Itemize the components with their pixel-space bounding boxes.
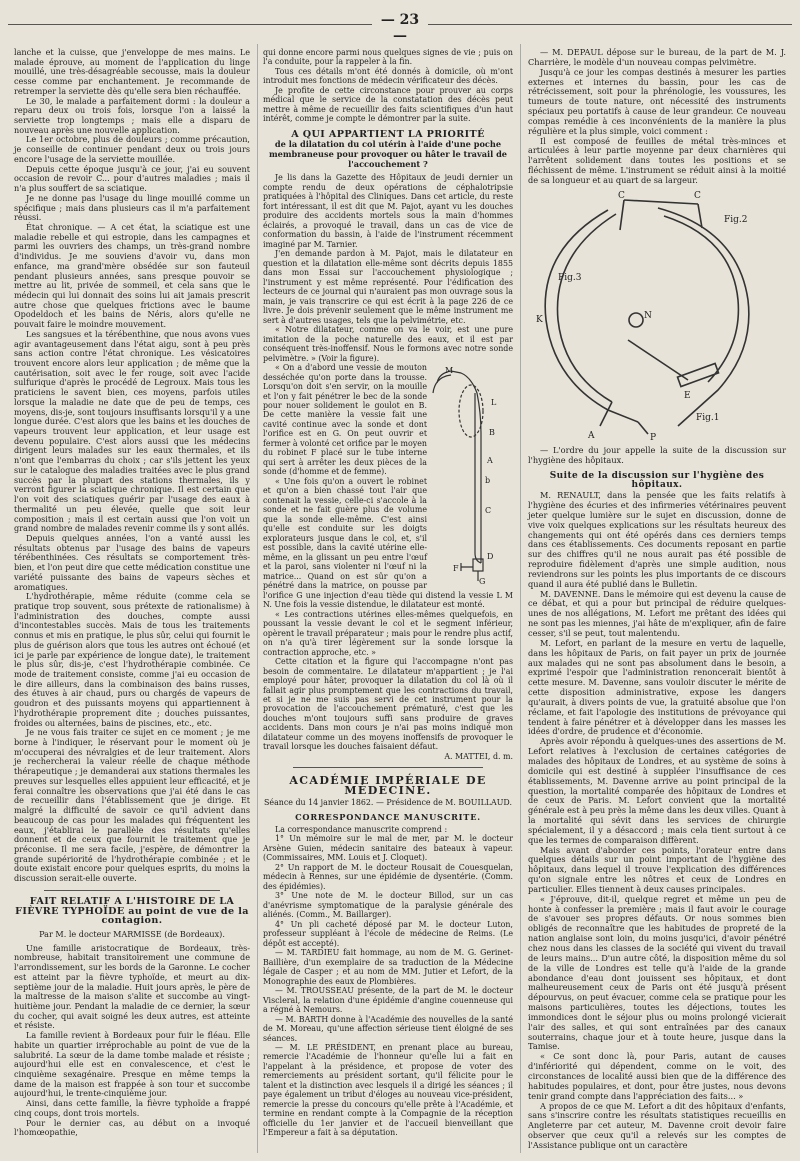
paragraph: Je lis dans la Gazette des Hôpitaux de jeudi dernier un compte rendu de deux opérations de céphalotripsie pratiquées à l'hôpital des Cliniques. Dans cet article, du reste fort intéressant, il est dit que M. Pajot, ayant vu les douches produire des accidents mortels sous la main d'hommes éclairés, a provoqué le travail, dans un cas de vice de conformation du bassin, à l'aide de l'instrument récemment imaginé par M. Tarnier. — [263, 173, 513, 249]
column-divider — [520, 44, 521, 1153]
svg-text:A: A — [487, 456, 493, 466]
section-rule — [293, 767, 483, 768]
svg-text:Fig.2: Fig.2 — [724, 214, 748, 225]
paragraph: — M. BARTH donne à l'Académie des nouvelles de la santé de M. Moreau, qu'une affection sérieuse tient éloigné de ses séances. — [263, 1014, 513, 1043]
svg-text:F: F — [453, 564, 459, 574]
svg-text:N: N — [644, 310, 652, 321]
paragraph: 2° Un rapport de M. le docteur Rousait de Couesquelan, médecin à Rennes, sur une épidémie de dysentérie. (Comm. des épidémies). — [263, 862, 513, 891]
paragraph: « J'éprouve, dit-il, quelque regret et même un peu de honte à confesser la première ; mais il faut avoir le courage de s'avouer ses propres défauts. Or nous sommes bien obligés de reconnaître que les habitudes de propreté de la nation anglaise sont loin, du moins jusqu'ici, d'avoir pénétré chez nous dans les classes de la société qui vivent du travail de leurs mains... D'un autre côté, la disposition même du sol de la ville de Londres est telle qu'à l'aide de la grande abondance d'eau dont jouissent ses hôpitaux, et dont malheureusement ceux de Paris ont été jusqu'à présent dépourvus, on peut évacuer, comme cela se pratique pour les maisons particulières, toutes les déjections, toutes les immondices dont le séjour plus ou moins prolongé vicierait l'air des salles, et qui sont entraînées par des canaux souterrains, chaque jour et à toute heure, jusque dans la Tamise. — [528, 893, 786, 1052]
paragraph: Pour le dernier cas, au début on a invoqué l'homœopathie, — [14, 1117, 250, 1138]
paragraph: 1° Un mémoire sur le mal de mer, par M. le docteur Arsène Guien, médecin sanitaire des bateaux à vapeur. (Commissaires, MM. Louis et J. Cloquet). — [263, 834, 513, 863]
svg-text:E: E — [684, 390, 691, 401]
paragraph: — M. TROUSSEAU présente, de la part de M. le docteur Viscleral, la relation d'une épidémie d'angine couenneuse qui a régné à Nemours. — [263, 986, 513, 1015]
page-header — [0, 0, 800, 44]
paragraph: État chronique. — A cet état, la sciatique est une maladie rebelle et qui estropie, dans les campagnes et parmi les ouvriers des champs, un très-grand nombre d'individus. Je me souviens d'avoir vu, dans mon enfance, ma grand'mère obsédée sur son fauteuil pendant plusieurs années, sans presque pouvoir se mettre au lit, privée de sommeil, et cela sans que le médecin qui lui donnait des soins lui ait jamais prescrit autre chose que quelques frictions avec le baume Opodeldoch et les bains de Néris, alors qu'elle ne pouvait faire le moindre mouvement. — [14, 221, 250, 330]
paragraph: — M. LE PRÉSIDENT, en prenant place au bureau, remercie l'Académie de l'honneur qu'elle lui a fait en l'appelant à la présidence, et propose de voter des remerciements au président sortant, qu'il félicite pour le talent et la distinction avec lesquels il a dirigé les séances ; il paye également un tribut d'éloges au nouveau vice-président, remercie la presse du concours qu'elle prête à l'Académie, et termine en rendant compte à la Compagnie de la réception officielle du 1er janvier et de l'accueil bienveillant que l'Empereur a fait à sa députation. — [263, 1042, 513, 1138]
paragraph: Je ne donne pas l'usage du linge mouillé comme un spécifique ; mais dans plusieurs cas il m'a parfaitement réussi. — [14, 192, 250, 223]
svg-text:b: b — [485, 476, 491, 486]
paragraph: Il est composé de feuilles de métal très-minces et articulées à leur partie moyenne par deux charnières qui l'arrêtent solidement dans toutes les positions et se fléchissent de même. L'instrument se réduit ainsi à la moitié de sa longueur et au quart de sa largeur. — [528, 135, 786, 185]
paragraph: 4° Un pli cacheté déposé par M. le docteur Luton, professeur suppléant à l'école de médecine de Reims. (Le dépôt est accepté). — [263, 919, 513, 948]
column-3 — [528, 48, 786, 1151]
paragraph: J'en demande pardon à M. Pajot, mais le dilatateur en question et la dilatation elle-même sont décrits depuis 1855 dans mon Essai sur l'accouchement physiologique ; l'instrument y est même représenté. Pour l'édification des lecteurs de ce journal qui n'auraient pas mon ouvrage sous la main, je vais transcrire ce qui est écrit à la page 226 de ce livre. Je dois prévenir seulement que le même instrument me sert à d'autres usages, tels que la pelvimétrie, etc. — [263, 249, 513, 325]
svg-text:C: C — [485, 506, 492, 516]
column-divider — [257, 44, 258, 1153]
paragraph: — M. DEPAUL dépose sur le bureau, de la part de M. J. Charrière, le modèle d'un nouveau compas pelvimètre. — [528, 47, 786, 67]
column-2 — [263, 48, 513, 1138]
paragraph: A propos de ce que M. Lefort a dit des hôpitaux d'enfants, sans s'inscrire contre les résultats statistiques recueillis en Angleterre par cet auteur, M. Davenne croit devoir faire observer que ceux qu'il a relevés sur les comptes de l'Assistance publique ont un caractère — [528, 1100, 786, 1150]
paragraph: « Une fois qu'on a ouvert le robinet et qu'on a bien chassé tout l'air que contenait la vessie, celle-ci s'accole à la sonde et ne fait guère plus de volume que la sonde elle-même. C'est ainsi qu'elle est conduite sur les doigts explorateurs jusque dans le col, et, s'il est possible, dans la cavité utérine elle-même, en la glissant un peu entre l'œuf et la paroi, sans violenter ni l'œuf ni la matrice... Quand on est sûr qu'on a pénétré dans la matrice, on pousse par l'orifice G une injection d'eau tiède qui distend la vessie L M N. Une fois la vessie distendue, le dilatateur est monté. — [263, 476, 513, 610]
section-title: Suite de la discussion sur l'hygiène des hôpitaux. — [549, 470, 765, 491]
svg-text:Fig.3: Fig.3 — [558, 272, 582, 283]
section-rule — [44, 890, 220, 891]
paragraph: M. RENAULT, dans la pensée que les faits relatifs à l'hygiène des écuries et des infirmeries vétérinaires peuvent jeter quelque lumière sur le sujet en discussion, donne de vive voix quelques explications sur les résultats heureux des changements qui ont été opérés dans ces derniers temps dans ces établissements. Ces documents reposant en partie sur des chiffres qu'il ne nous aurait pas été possible de reproduire fidèlement d'après une simple audition, nous reviendrons sur les points les plus importants de ce discours quand il aura été publié dans le Bulletin. — [528, 490, 786, 589]
paragraph: — M. TARDIEU fait hommage, au nom de M. G. Gerinet-Baillière, d'un exemplaire de sa traduction de la Médecine légale de Casper ; et au nom de MM. Jutier et Lefort, de la Monographie des eaux de Plombières. — [263, 948, 513, 986]
paragraph: L'hydrothérapie, même réduite (comme cela se pratique trop souvent, sous prétexte de rationalisme) à l'administration des douches, compte aussi d'incontestables succès. Mais de tous les traitements connus et mis en pratique, le plus sûr, celui qui fournit le plus de guérison alors que tous les autres ont échoué (et ici je parle par expérience de longue date), le traitement le plus sûr, dis-je, c'est l'hydrothérapie combinée. Ce mode de traitement consiste, comme j'ai eu occasion de le dire ailleurs, dans la combinaison des bains russes, des étuves à air chaud, purs ou chargés de vapeurs de goudron et des puissants moyens qui appartiennent à l'hydrothérapie proprement dite ; douches puissantes, froides ou alternées, bains de piscines, etc., etc. — [14, 591, 250, 728]
svg-text:P: P — [650, 432, 657, 442]
svg-text:Fig.1: Fig.1 — [696, 412, 720, 423]
column-1 — [14, 48, 250, 1138]
svg-text:L: L — [491, 398, 497, 408]
paragraph: M. DAVENNE. Dans le mémoire qui est devenu la cause de ce débat, et qui a pour but principal de réduire quelques-unes de nos allégations, M. Lefort me prêtant des idées qui ne sont pas les miennes, j'ai hâte de m'expliquer, afin de faire cesser, s'il se peut, tout malentendu. — [528, 588, 786, 638]
byline: Par M. le docteur MARMISSE (de Bordeaux). — [39, 928, 225, 939]
paragraph: « Les contractions utérines elles-mêmes quelquefois, en poussant la vessie devant le col et le segment inférieur, opèrent le travail préparateur ; mais pour le rendre plus actif, on n'a qu'à tirer légèrement sur la sonde lorsque la contraction approche, etc. » — [263, 609, 513, 657]
svg-text:M: M — [445, 366, 454, 376]
section-title: ACADÉMIE IMPÉRIALE DE MÉDECINE. — [289, 774, 487, 797]
session-line: Séance du 14 janvier 1862. — Présidence de M. BOUILLAUD. — [264, 798, 512, 808]
svg-text:C: C — [694, 190, 701, 201]
article-subtitle: de la dilatation du col utérin à l'aide d'une poche membraneuse pour provoquer ou hâter le travail de l'accouchement ? — [268, 139, 508, 170]
paragraph: Après avoir répondu à quelques-unes des assertions de M. Lefort relatives à l'exclusion de certaines catégories de malades des hôpitaux de Londres, et au système de soins à domicile qui est destiné à suppléer l'insuffisance de ces établissements, M. Davenne arrive au point principal de la question, la mortalité comparée des hôpitaux de Londres et de ceux de Paris. M. Lefort convient que la mortalité générale est à peu près la même dans les deux villes. Quant à la mortalité qui sévit dans les services de chirurgie spécialement, il y a désaccord ; mais cela tient surtout à ce que les termes de comparaison diffèrent. — [528, 736, 786, 845]
signature: A. MATTEI, d. m. — [444, 751, 513, 761]
paragraph: « On a d'abord une vessie de mouton desséchée qu'on porte dans la trousse. Lorsqu'on doit s'en servir, on la mouille et l'on y fait pénétrer le bec de la sonde pour nouer solidement le goulot en B. De cette manière la vessie fait une cavité continue avec la sonde et dont l'orifice est en G. On peut ouvrir et fermer à volonté cet orifice par le moyen du robinet F placé sur le tube interne qui sert à arrêter les deux pièces de la sonde (d'homme et de femme). — [263, 363, 427, 477]
svg-text:D: D — [487, 552, 494, 562]
paragraph: Les sangsues et la térébenthine, que nous avons vues agir avantageusement dans l'état aigu, sont à peu près sans action contre l'état chronique. Les vésicatoires trouvent encore alors leur application ; de même que la cautérisation, soit avec le fer rouge, soit avec l'acide sulfurique d'après le procédé de Legroux. Mais tous les praticiens le savent bien, ces moyens, parfois utiles lorsque la maladie ne date que de peu de temps, ces moyens, dis-je, sont toujours insuffisants lorsqu'il y a une longue durée. C'est alors que les bains et les douches de vapeurs trouvent leur application, et leur usage est devenu populaire. C'est alors aussi que les médecins dirigent leurs malades sur les eaux thermales, et ils n'ont que l'embarras du choix ; car s'ils jettent les yeux sur le catalogue des maladies traitées avec le plus grand succès par la plupart des stations thermales, ils y verront figurer la sciatique chronique. Il est certain que l'on voit des sciatiques guérir par l'usage des eaux à thermalité un peu élevée, quelle que soit leur composition ; mais il est certain aussi que l'on voit un grand nombre de malades revenir comme ils y sont allés. — [14, 328, 250, 534]
article-title: A QUI APPARTIENT LA PRIORITÉ — [291, 128, 485, 140]
paragraph: 3° Une note de M. le docteur Billod, sur un cas d'anévrisme symptomatique de la paralysie générale des aliénés. (Comm., M. Baillarger). — [263, 891, 513, 920]
svg-text:C: C — [618, 190, 625, 201]
pelvimeter-figure — [528, 190, 778, 442]
paragraph: Mais avant d'aborder ces points, l'orateur entre dans quelques détails sur un point important de l'hygiène des hôpitaux, dans lequel il trouve l'explication des différences qu'on signale entre les nôtres et ceux de Londres en particulier. Elles tiennent à deux causes principales. — [528, 844, 786, 894]
paragraph: M. Lefort, en parlant de la mesure en vertu de laquelle, dans les hôpitaux de Paris, on fait payer un prix de journée aux malades qui ne sont pas absolument dans le besoin, a exprimé l'espoir que l'administration renoncerait bientôt à cette mesure. M. Davenne, sans vouloir discuter le mérite de cette disposition administrative, expose les dangers qu'aurait, à divers points de vue, la gratuité absolue que l'on réclame, et fait l'apologie des institutions de prévoyance qui tendent à faire pénétrer et à développer dans les masses les idées d'ordre, de prudence et d'économie. — [528, 637, 786, 737]
svg-text:K: K — [536, 314, 543, 325]
paragraph: Une famille aristocratique de Bordeaux, très-nombreuse, habitait transitoirement une commune de l'arrondissement, sur les bords de la Garonne. Le cocher est atteint par la fièvre typhoïde, et meurt au dix-septième jour de la maladie. Huit jours après, le père de la maîtresse de la maison s'alite et succombe au vingt-huitième jour. Pendant la maladie de ce dernier, la sœur du cocher, qui avait soigné les deux autres, est atteinte et résiste. — [14, 942, 250, 1031]
paragraph: Je profite de cette circonstance pour prouver au corps médical que le service de la constatation des décès peut mettre à même de recueillir des faits scientifiques d'un haut intérêt, comme je compte le démontrer par la suite. — [263, 85, 513, 124]
paragraph: « Notre dilatateur, comme on va le voir, est une pure imitation de la poche naturelle des eaux, et il est par conséquent très-inoffensif. Nous le formons avec notre sonde pelvimètre. » (Voir la figure). — [263, 325, 513, 363]
paragraph: Le 1er octobre, plus de douleurs ; comme précaution, je conseille de continuer pendant deux ou trois jours encore l'usage de la serviette mouillée. — [14, 134, 250, 164]
svg-text:B: B — [489, 428, 495, 438]
paragraph: « Ce sont donc là, pour Paris, autant de causes d'infériorité qui dépendent, comme on le voit, des circonstances de localité aussi bien que de la différence des habitudes populaires, et dont, pour être justes, nous devons tenir grand compte dans l'appréciation des faits... » — [528, 1051, 786, 1101]
subsection-title: CORRESPONDANCE MANUSCRITE. — [295, 811, 481, 822]
article-title: FAIT RELATIF A L'HISTOIRE DE LA FIÈVRE TYPHOÏDE au point de vue de la contagion. — [15, 895, 249, 927]
paragraph: La correspondance manuscrite comprend : — [275, 824, 448, 834]
paragraph: Ainsi, dans cette famille, la fièvre typhoïde a frappé cinq coups, dont trois mortels. — [14, 1098, 250, 1118]
dilatator-figure — [431, 363, 513, 585]
paragraph: lanche et la cuisse, que j'enveloppe de mes mains. Le malade éprouve, au moment de l'application du linge mouillé, une très-désagréable secousse, mais la douleur cesse comme par enchantement. Je recommande de retremper la serviette dès qu'elle sera bien réchauffée. — [14, 47, 250, 96]
paragraph: Depuis cette époque jusqu'à ce jour, j'ai eu souvent occasion de revoir C... pour d'autres maladies ; mais il n'a plus souffert de sa sciatique. — [14, 163, 250, 194]
paragraph: Cette citation et la figure qui l'accompagne n'ont pas besoin de commentaire. Le dilatateur m'appartient ; je l'ai employé pour hâter, provoquer la dilatation du col là où il fallait agir plus promptement que les contractions du travail, et si je ne me suis pas servi de cet instrument pour la provocation de l'accouchement prématuré, c'est que les douches m'ont toujours suffi sans produire de graves accidents. Dans mon cours je n'ai pas moins indiqué mon dilatateur comme un des moyens inoffensifs de provoquer le travail lorsque les douches faisaient défaut. — [263, 657, 513, 752]
page-number: — 23 — — [372, 12, 428, 44]
svg-text:A: A — [588, 430, 595, 441]
svg-text:G: G — [479, 577, 486, 586]
paragraph: qui donne encore parmi nous quelques signes de vie ; puis on l'a conduite, pour la rappeler à la fin. — [263, 48, 513, 67]
paragraph: Jusqu'à ce jour les compas destinés à mesurer les parties externes et internes du bassin, pour les cas de rétrécissement, soit pour la phrénologie, les voussures, les tumeurs de toute nature, ont nécessité des instruments spéciaux peu portatifs à cause de leur grandeur. Ce nouveau compas remédie à ces inconvénients de la manière la plus régulière et la plus simple, voici comment : — [528, 66, 786, 136]
paragraph: Depuis quelques années, l'on a vanté aussi les résultats obtenus par l'usage des bains de vapeurs térébenthinées. Ces résultats se comportement très-bien, et l'on peut dire que cette médication constitue une variété puissante des bains de vapeurs sèches et aromatiques. — [14, 532, 250, 592]
paragraph: Tous ces détails m'ont été donnés à domicile, où m'ont introduit mes fonctions de médecin vérificateur des décès. — [263, 66, 513, 86]
paragraph: — L'ordre du jour appelle la suite de la discussion sur l'hygiène des hôpitaux. — [528, 444, 786, 465]
paragraph: Je ne vous fais traiter ce sujet en ce moment ; je me borne à l'indiquer, le réservant pour le moment où je m'occuperai des névralgies et de leur traitement. Alors je rechercherai la valeur réelle de chaque méthode thérapeutique ; je demanderai aux stations thermales les preuves sur lesquelles elles appuient leur efficacité, et je ferai connaître les observations que j'ai été dans le cas de recueillir dans l'établissement que je dirige. Et malgré la difficulté de savoir ce qu'il advient dans beaucoup de cas pour les malades qui fréquentent les eaux, j'établirai le parallèle des résultats qu'elles donnent et de ceux que fournit le traitement que je préconise. Il me sera facile, j'espère, de démontrer la grande supériorité de l'hydrothérapie combinée ; et le doute existait encore pour quelques esprits, du moins la discussion serait-elle ouverte. — [14, 727, 250, 884]
paragraph: La famille revient à Bordeaux pour fuir le fléau. Elle habite un quartier irréprochable au point de vue de la salubrité. La sœur de la dame tombe malade et résiste ; aujourd'hui elle est en convalescence, et c'est le cinquième sexagénaire. Presque en même temps la dame de la maison est frappée à son tour et succombe aujourd'hui, le trente-cinquième jour. — [14, 1030, 250, 1099]
paragraph: Le 30, le malade a parfaitement dormi : la douleur a reparu deux ou trois fois, lorsque l'on a laissé la serviette trop longtemps ; mais elle a disparu de nouveau après une nouvelle application. — [14, 95, 250, 135]
